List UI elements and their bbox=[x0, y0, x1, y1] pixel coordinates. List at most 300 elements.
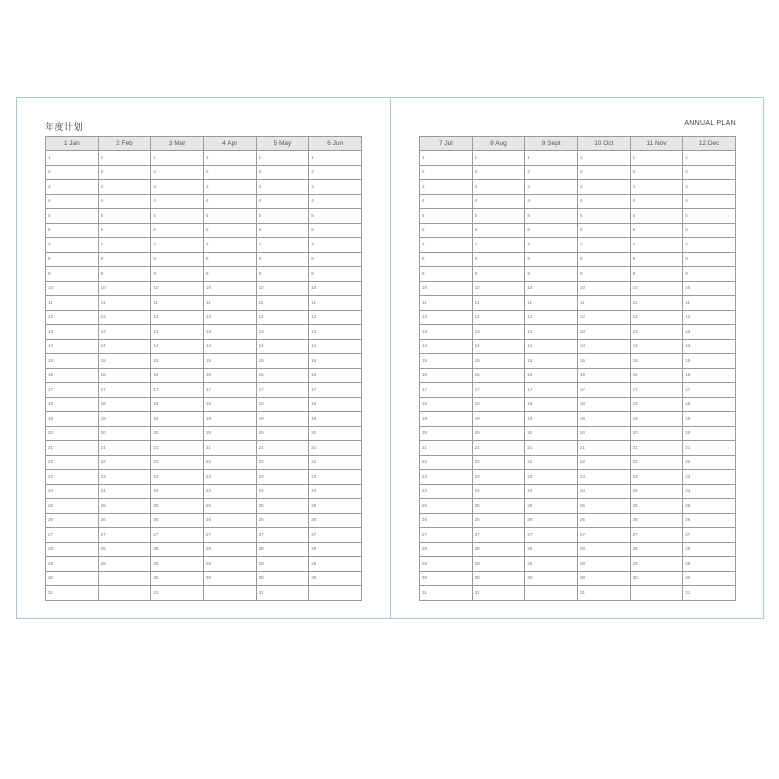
day-cell[interactable]: 30 bbox=[151, 571, 204, 586]
day-cell[interactable]: 3 bbox=[525, 180, 578, 195]
day-cell[interactable]: 6 bbox=[472, 223, 525, 238]
day-cell[interactable]: 23 bbox=[203, 470, 256, 485]
day-cell[interactable]: 6 bbox=[420, 223, 473, 238]
day-cell[interactable]: 5 bbox=[630, 209, 683, 224]
day-cell[interactable]: 25 bbox=[309, 499, 362, 514]
day-cell[interactable]: 4 bbox=[203, 194, 256, 209]
day-cell[interactable]: 13 bbox=[577, 325, 630, 340]
day-cell[interactable]: 26 bbox=[98, 513, 151, 528]
day-cell[interactable]: 17 bbox=[683, 383, 736, 398]
day-cell[interactable]: 24 bbox=[577, 484, 630, 499]
day-cell[interactable]: 1 bbox=[46, 151, 99, 166]
day-cell[interactable]: 18 bbox=[203, 397, 256, 412]
day-cell[interactable]: 29 bbox=[309, 557, 362, 572]
day-cell[interactable]: 2 bbox=[46, 165, 99, 180]
day-cell[interactable]: 10 bbox=[309, 281, 362, 296]
day-cell[interactable]: 27 bbox=[472, 528, 525, 543]
day-cell[interactable]: 2 bbox=[256, 165, 309, 180]
day-cell[interactable]: 11 bbox=[683, 296, 736, 311]
day-cell[interactable]: 25 bbox=[98, 499, 151, 514]
day-cell[interactable]: 15 bbox=[630, 354, 683, 369]
day-cell[interactable]: 17 bbox=[309, 383, 362, 398]
day-cell[interactable]: 31 bbox=[151, 586, 204, 601]
day-cell[interactable]: 6 bbox=[203, 223, 256, 238]
day-cell[interactable]: 10 bbox=[151, 281, 204, 296]
day-cell[interactable]: 27 bbox=[151, 528, 204, 543]
day-cell[interactable]: 10 bbox=[472, 281, 525, 296]
day-cell[interactable]: 13 bbox=[525, 325, 578, 340]
day-cell[interactable]: 12 bbox=[256, 310, 309, 325]
day-cell[interactable]: 11 bbox=[630, 296, 683, 311]
day-cell[interactable]: 16 bbox=[420, 368, 473, 383]
day-cell[interactable]: 20 bbox=[151, 426, 204, 441]
day-cell[interactable]: 30 bbox=[203, 571, 256, 586]
day-cell[interactable]: 14 bbox=[472, 339, 525, 354]
day-cell[interactable]: 1 bbox=[203, 151, 256, 166]
day-cell[interactable]: 23 bbox=[98, 470, 151, 485]
day-cell[interactable]: 6 bbox=[46, 223, 99, 238]
day-cell[interactable]: 20 bbox=[472, 426, 525, 441]
day-cell[interactable]: 22 bbox=[420, 455, 473, 470]
day-cell[interactable]: 31 bbox=[256, 586, 309, 601]
day-cell[interactable]: 5 bbox=[525, 209, 578, 224]
day-cell[interactable]: 25 bbox=[630, 499, 683, 514]
day-cell[interactable]: 24 bbox=[309, 484, 362, 499]
day-cell[interactable]: 6 bbox=[577, 223, 630, 238]
day-cell[interactable]: 14 bbox=[151, 339, 204, 354]
day-cell[interactable]: 16 bbox=[577, 368, 630, 383]
day-cell[interactable]: 12 bbox=[577, 310, 630, 325]
day-cell[interactable]: 30 bbox=[256, 571, 309, 586]
day-cell[interactable]: 5 bbox=[151, 209, 204, 224]
day-cell[interactable]: 8 bbox=[151, 252, 204, 267]
day-cell[interactable]: 3 bbox=[683, 180, 736, 195]
day-cell[interactable]: 1 bbox=[309, 151, 362, 166]
day-cell[interactable]: 10 bbox=[683, 281, 736, 296]
day-cell[interactable]: 2 bbox=[203, 165, 256, 180]
day-cell[interactable]: 19 bbox=[46, 412, 99, 427]
day-cell[interactable]: 31 bbox=[577, 586, 630, 601]
day-cell[interactable]: 8 bbox=[472, 252, 525, 267]
day-cell[interactable]: 18 bbox=[98, 397, 151, 412]
day-cell[interactable]: 3 bbox=[256, 180, 309, 195]
day-cell[interactable]: 28 bbox=[46, 542, 99, 557]
day-cell[interactable]: 21 bbox=[420, 441, 473, 456]
day-cell[interactable] bbox=[203, 586, 256, 601]
day-cell[interactable]: 24 bbox=[525, 484, 578, 499]
day-cell[interactable]: 3 bbox=[420, 180, 473, 195]
day-cell[interactable]: 10 bbox=[577, 281, 630, 296]
day-cell[interactable]: 8 bbox=[309, 252, 362, 267]
day-cell[interactable]: 1 bbox=[151, 151, 204, 166]
day-cell[interactable]: 9 bbox=[309, 267, 362, 282]
day-cell[interactable]: 19 bbox=[420, 412, 473, 427]
day-cell[interactable]: 28 bbox=[151, 542, 204, 557]
day-cell[interactable]: 26 bbox=[309, 513, 362, 528]
day-cell[interactable]: 29 bbox=[98, 557, 151, 572]
day-cell[interactable]: 16 bbox=[46, 368, 99, 383]
day-cell[interactable]: 11 bbox=[472, 296, 525, 311]
day-cell[interactable]: 19 bbox=[151, 412, 204, 427]
day-cell[interactable]: 4 bbox=[46, 194, 99, 209]
day-cell[interactable]: 22 bbox=[683, 455, 736, 470]
day-cell[interactable]: 22 bbox=[98, 455, 151, 470]
day-cell[interactable]: 18 bbox=[309, 397, 362, 412]
day-cell[interactable]: 24 bbox=[472, 484, 525, 499]
day-cell[interactable]: 8 bbox=[630, 252, 683, 267]
day-cell[interactable]: 6 bbox=[98, 223, 151, 238]
day-cell[interactable]: 3 bbox=[472, 180, 525, 195]
day-cell[interactable]: 29 bbox=[577, 557, 630, 572]
day-cell[interactable]: 9 bbox=[683, 267, 736, 282]
day-cell[interactable]: 19 bbox=[98, 412, 151, 427]
day-cell[interactable]: 27 bbox=[46, 528, 99, 543]
day-cell[interactable]: 17 bbox=[203, 383, 256, 398]
day-cell[interactable]: 14 bbox=[420, 339, 473, 354]
day-cell[interactable]: 29 bbox=[630, 557, 683, 572]
day-cell[interactable]: 17 bbox=[472, 383, 525, 398]
day-cell[interactable]: 12 bbox=[420, 310, 473, 325]
day-cell[interactable]: 25 bbox=[420, 499, 473, 514]
day-cell[interactable]: 25 bbox=[683, 499, 736, 514]
day-cell[interactable]: 8 bbox=[420, 252, 473, 267]
day-cell[interactable]: 14 bbox=[256, 339, 309, 354]
day-cell[interactable]: 4 bbox=[420, 194, 473, 209]
day-cell[interactable] bbox=[98, 586, 151, 601]
day-cell[interactable]: 21 bbox=[472, 441, 525, 456]
day-cell[interactable]: 28 bbox=[98, 542, 151, 557]
day-cell[interactable]: 19 bbox=[525, 412, 578, 427]
day-cell[interactable]: 26 bbox=[203, 513, 256, 528]
day-cell[interactable]: 20 bbox=[630, 426, 683, 441]
day-cell[interactable]: 6 bbox=[525, 223, 578, 238]
day-cell[interactable]: 12 bbox=[525, 310, 578, 325]
day-cell[interactable]: 29 bbox=[472, 557, 525, 572]
day-cell[interactable]: 21 bbox=[203, 441, 256, 456]
day-cell[interactable]: 17 bbox=[525, 383, 578, 398]
day-cell[interactable]: 5 bbox=[203, 209, 256, 224]
day-cell[interactable]: 6 bbox=[151, 223, 204, 238]
day-cell[interactable]: 8 bbox=[46, 252, 99, 267]
day-cell[interactable]: 16 bbox=[151, 368, 204, 383]
day-cell[interactable]: 30 bbox=[683, 571, 736, 586]
day-cell[interactable]: 25 bbox=[256, 499, 309, 514]
day-cell[interactable]: 23 bbox=[525, 470, 578, 485]
day-cell[interactable]: 12 bbox=[472, 310, 525, 325]
day-cell[interactable]: 19 bbox=[256, 412, 309, 427]
day-cell[interactable]: 7 bbox=[472, 238, 525, 253]
day-cell[interactable]: 6 bbox=[256, 223, 309, 238]
day-cell[interactable]: 4 bbox=[309, 194, 362, 209]
day-cell[interactable]: 10 bbox=[203, 281, 256, 296]
day-cell[interactable]: 7 bbox=[525, 238, 578, 253]
day-cell[interactable]: 5 bbox=[577, 209, 630, 224]
day-cell[interactable]: 30 bbox=[630, 571, 683, 586]
day-cell[interactable]: 26 bbox=[630, 513, 683, 528]
day-cell[interactable]: 27 bbox=[525, 528, 578, 543]
day-cell[interactable]: 18 bbox=[472, 397, 525, 412]
day-cell[interactable]: 15 bbox=[151, 354, 204, 369]
day-cell[interactable]: 13 bbox=[472, 325, 525, 340]
day-cell[interactable]: 28 bbox=[256, 542, 309, 557]
day-cell[interactable]: 5 bbox=[98, 209, 151, 224]
day-cell[interactable]: 31 bbox=[420, 586, 473, 601]
day-cell[interactable]: 1 bbox=[577, 151, 630, 166]
day-cell[interactable]: 7 bbox=[46, 238, 99, 253]
day-cell[interactable]: 9 bbox=[472, 267, 525, 282]
day-cell[interactable]: 26 bbox=[151, 513, 204, 528]
day-cell[interactable]: 18 bbox=[577, 397, 630, 412]
day-cell[interactable]: 9 bbox=[577, 267, 630, 282]
day-cell[interactable]: 26 bbox=[46, 513, 99, 528]
day-cell[interactable]: 3 bbox=[151, 180, 204, 195]
day-cell[interactable]: 14 bbox=[525, 339, 578, 354]
day-cell[interactable]: 28 bbox=[472, 542, 525, 557]
day-cell[interactable]: 21 bbox=[525, 441, 578, 456]
day-cell[interactable]: 23 bbox=[630, 470, 683, 485]
day-cell[interactable]: 29 bbox=[46, 557, 99, 572]
day-cell[interactable]: 11 bbox=[98, 296, 151, 311]
day-cell[interactable]: 27 bbox=[577, 528, 630, 543]
day-cell[interactable]: 18 bbox=[256, 397, 309, 412]
day-cell[interactable]: 21 bbox=[577, 441, 630, 456]
day-cell[interactable]: 16 bbox=[98, 368, 151, 383]
day-cell[interactable]: 5 bbox=[683, 209, 736, 224]
day-cell[interactable]: 13 bbox=[420, 325, 473, 340]
day-cell[interactable]: 7 bbox=[256, 238, 309, 253]
day-cell[interactable]: 17 bbox=[46, 383, 99, 398]
day-cell[interactable]: 23 bbox=[256, 470, 309, 485]
day-cell[interactable]: 29 bbox=[683, 557, 736, 572]
day-cell[interactable]: 24 bbox=[256, 484, 309, 499]
day-cell[interactable]: 27 bbox=[683, 528, 736, 543]
day-cell[interactable]: 13 bbox=[309, 325, 362, 340]
day-cell[interactable]: 25 bbox=[46, 499, 99, 514]
day-cell[interactable] bbox=[525, 586, 578, 601]
day-cell[interactable]: 3 bbox=[203, 180, 256, 195]
day-cell[interactable]: 29 bbox=[525, 557, 578, 572]
day-cell[interactable]: 23 bbox=[472, 470, 525, 485]
day-cell[interactable]: 4 bbox=[525, 194, 578, 209]
day-cell[interactable]: 27 bbox=[309, 528, 362, 543]
day-cell[interactable]: 14 bbox=[309, 339, 362, 354]
day-cell[interactable]: 14 bbox=[630, 339, 683, 354]
day-cell[interactable]: 9 bbox=[151, 267, 204, 282]
day-cell[interactable] bbox=[98, 571, 151, 586]
day-cell[interactable]: 11 bbox=[203, 296, 256, 311]
day-cell[interactable] bbox=[630, 586, 683, 601]
day-cell[interactable]: 1 bbox=[683, 151, 736, 166]
day-cell[interactable]: 10 bbox=[525, 281, 578, 296]
day-cell[interactable]: 23 bbox=[46, 470, 99, 485]
day-cell[interactable]: 7 bbox=[683, 238, 736, 253]
day-cell[interactable]: 26 bbox=[420, 513, 473, 528]
day-cell[interactable]: 26 bbox=[577, 513, 630, 528]
day-cell[interactable]: 21 bbox=[309, 441, 362, 456]
day-cell[interactable]: 3 bbox=[577, 180, 630, 195]
day-cell[interactable]: 25 bbox=[151, 499, 204, 514]
day-cell[interactable]: 11 bbox=[151, 296, 204, 311]
day-cell[interactable]: 31 bbox=[46, 586, 99, 601]
day-cell[interactable]: 12 bbox=[98, 310, 151, 325]
day-cell[interactable]: 8 bbox=[577, 252, 630, 267]
day-cell[interactable]: 30 bbox=[525, 571, 578, 586]
day-cell[interactable]: 2 bbox=[525, 165, 578, 180]
day-cell[interactable]: 18 bbox=[151, 397, 204, 412]
day-cell[interactable]: 1 bbox=[98, 151, 151, 166]
day-cell[interactable]: 17 bbox=[577, 383, 630, 398]
day-cell[interactable]: 19 bbox=[577, 412, 630, 427]
day-cell[interactable]: 25 bbox=[203, 499, 256, 514]
day-cell[interactable]: 24 bbox=[98, 484, 151, 499]
day-cell[interactable]: 13 bbox=[46, 325, 99, 340]
day-cell[interactable]: 10 bbox=[256, 281, 309, 296]
day-cell[interactable]: 27 bbox=[630, 528, 683, 543]
day-cell[interactable]: 30 bbox=[46, 571, 99, 586]
day-cell[interactable]: 15 bbox=[683, 354, 736, 369]
day-cell[interactable]: 31 bbox=[472, 586, 525, 601]
day-cell[interactable]: 31 bbox=[683, 586, 736, 601]
day-cell[interactable]: 28 bbox=[420, 542, 473, 557]
day-cell[interactable]: 23 bbox=[577, 470, 630, 485]
day-cell[interactable]: 20 bbox=[525, 426, 578, 441]
day-cell[interactable]: 7 bbox=[630, 238, 683, 253]
day-cell[interactable]: 6 bbox=[683, 223, 736, 238]
day-cell[interactable]: 12 bbox=[683, 310, 736, 325]
day-cell[interactable]: 23 bbox=[151, 470, 204, 485]
day-cell[interactable]: 21 bbox=[683, 441, 736, 456]
day-cell[interactable]: 9 bbox=[98, 267, 151, 282]
day-cell[interactable]: 22 bbox=[577, 455, 630, 470]
day-cell[interactable]: 9 bbox=[256, 267, 309, 282]
day-cell[interactable]: 12 bbox=[151, 310, 204, 325]
day-cell[interactable]: 15 bbox=[525, 354, 578, 369]
day-cell[interactable]: 29 bbox=[151, 557, 204, 572]
day-cell[interactable]: 16 bbox=[309, 368, 362, 383]
day-cell[interactable]: 23 bbox=[683, 470, 736, 485]
day-cell[interactable]: 14 bbox=[203, 339, 256, 354]
day-cell[interactable]: 3 bbox=[46, 180, 99, 195]
day-cell[interactable]: 16 bbox=[472, 368, 525, 383]
day-cell[interactable]: 22 bbox=[256, 455, 309, 470]
day-cell[interactable]: 5 bbox=[46, 209, 99, 224]
day-cell[interactable]: 5 bbox=[256, 209, 309, 224]
day-cell[interactable]: 2 bbox=[309, 165, 362, 180]
day-cell[interactable]: 20 bbox=[420, 426, 473, 441]
day-cell[interactable]: 3 bbox=[309, 180, 362, 195]
day-cell[interactable]: 15 bbox=[46, 354, 99, 369]
day-cell[interactable]: 26 bbox=[525, 513, 578, 528]
day-cell[interactable]: 7 bbox=[420, 238, 473, 253]
day-cell[interactable]: 11 bbox=[420, 296, 473, 311]
day-cell[interactable]: 13 bbox=[630, 325, 683, 340]
day-cell[interactable]: 29 bbox=[203, 557, 256, 572]
day-cell[interactable]: 4 bbox=[683, 194, 736, 209]
day-cell[interactable]: 13 bbox=[256, 325, 309, 340]
day-cell[interactable]: 8 bbox=[525, 252, 578, 267]
day-cell[interactable]: 18 bbox=[46, 397, 99, 412]
day-cell[interactable]: 28 bbox=[630, 542, 683, 557]
day-cell[interactable]: 21 bbox=[151, 441, 204, 456]
day-cell[interactable]: 15 bbox=[256, 354, 309, 369]
day-cell[interactable]: 9 bbox=[46, 267, 99, 282]
day-cell[interactable]: 22 bbox=[151, 455, 204, 470]
day-cell[interactable]: 24 bbox=[151, 484, 204, 499]
day-cell[interactable]: 20 bbox=[203, 426, 256, 441]
day-cell[interactable]: 8 bbox=[98, 252, 151, 267]
day-cell[interactable]: 28 bbox=[203, 542, 256, 557]
day-cell[interactable]: 20 bbox=[309, 426, 362, 441]
day-cell[interactable]: 30 bbox=[309, 571, 362, 586]
day-cell[interactable]: 13 bbox=[98, 325, 151, 340]
day-cell[interactable]: 20 bbox=[577, 426, 630, 441]
day-cell[interactable]: 2 bbox=[151, 165, 204, 180]
day-cell[interactable]: 28 bbox=[525, 542, 578, 557]
day-cell[interactable]: 16 bbox=[525, 368, 578, 383]
day-cell[interactable]: 9 bbox=[630, 267, 683, 282]
day-cell[interactable]: 17 bbox=[151, 383, 204, 398]
day-cell[interactable]: 8 bbox=[683, 252, 736, 267]
day-cell[interactable]: 30 bbox=[472, 571, 525, 586]
day-cell[interactable]: 24 bbox=[630, 484, 683, 499]
day-cell[interactable]: 4 bbox=[630, 194, 683, 209]
day-cell[interactable]: 2 bbox=[472, 165, 525, 180]
day-cell[interactable]: 30 bbox=[577, 571, 630, 586]
day-cell[interactable]: 1 bbox=[472, 151, 525, 166]
day-cell[interactable]: 12 bbox=[630, 310, 683, 325]
day-cell[interactable]: 2 bbox=[630, 165, 683, 180]
day-cell[interactable]: 11 bbox=[577, 296, 630, 311]
day-cell[interactable]: 17 bbox=[630, 383, 683, 398]
day-cell[interactable]: 19 bbox=[472, 412, 525, 427]
day-cell[interactable]: 28 bbox=[309, 542, 362, 557]
day-cell[interactable]: 26 bbox=[256, 513, 309, 528]
day-cell[interactable]: 16 bbox=[203, 368, 256, 383]
day-cell[interactable]: 15 bbox=[472, 354, 525, 369]
day-cell[interactable]: 17 bbox=[420, 383, 473, 398]
day-cell[interactable]: 17 bbox=[256, 383, 309, 398]
day-cell[interactable]: 15 bbox=[420, 354, 473, 369]
day-cell[interactable]: 12 bbox=[203, 310, 256, 325]
day-cell[interactable]: 4 bbox=[577, 194, 630, 209]
day-cell[interactable]: 6 bbox=[630, 223, 683, 238]
day-cell[interactable]: 23 bbox=[420, 470, 473, 485]
day-cell[interactable]: 19 bbox=[630, 412, 683, 427]
day-cell[interactable]: 7 bbox=[203, 238, 256, 253]
day-cell[interactable]: 20 bbox=[256, 426, 309, 441]
day-cell[interactable]: 18 bbox=[683, 397, 736, 412]
day-cell[interactable]: 22 bbox=[472, 455, 525, 470]
day-cell[interactable]: 21 bbox=[630, 441, 683, 456]
day-cell[interactable]: 4 bbox=[151, 194, 204, 209]
day-cell[interactable]: 19 bbox=[203, 412, 256, 427]
day-cell[interactable]: 11 bbox=[256, 296, 309, 311]
day-cell[interactable]: 8 bbox=[203, 252, 256, 267]
day-cell[interactable]: 20 bbox=[683, 426, 736, 441]
day-cell[interactable]: 26 bbox=[472, 513, 525, 528]
day-cell[interactable]: 27 bbox=[98, 528, 151, 543]
day-cell[interactable]: 15 bbox=[203, 354, 256, 369]
day-cell[interactable]: 30 bbox=[420, 571, 473, 586]
day-cell[interactable]: 11 bbox=[525, 296, 578, 311]
day-cell[interactable]: 28 bbox=[683, 542, 736, 557]
day-cell[interactable]: 21 bbox=[98, 441, 151, 456]
day-cell[interactable]: 29 bbox=[256, 557, 309, 572]
day-cell[interactable]: 18 bbox=[525, 397, 578, 412]
day-cell[interactable]: 10 bbox=[46, 281, 99, 296]
day-cell[interactable]: 2 bbox=[683, 165, 736, 180]
day-cell[interactable]: 22 bbox=[309, 455, 362, 470]
